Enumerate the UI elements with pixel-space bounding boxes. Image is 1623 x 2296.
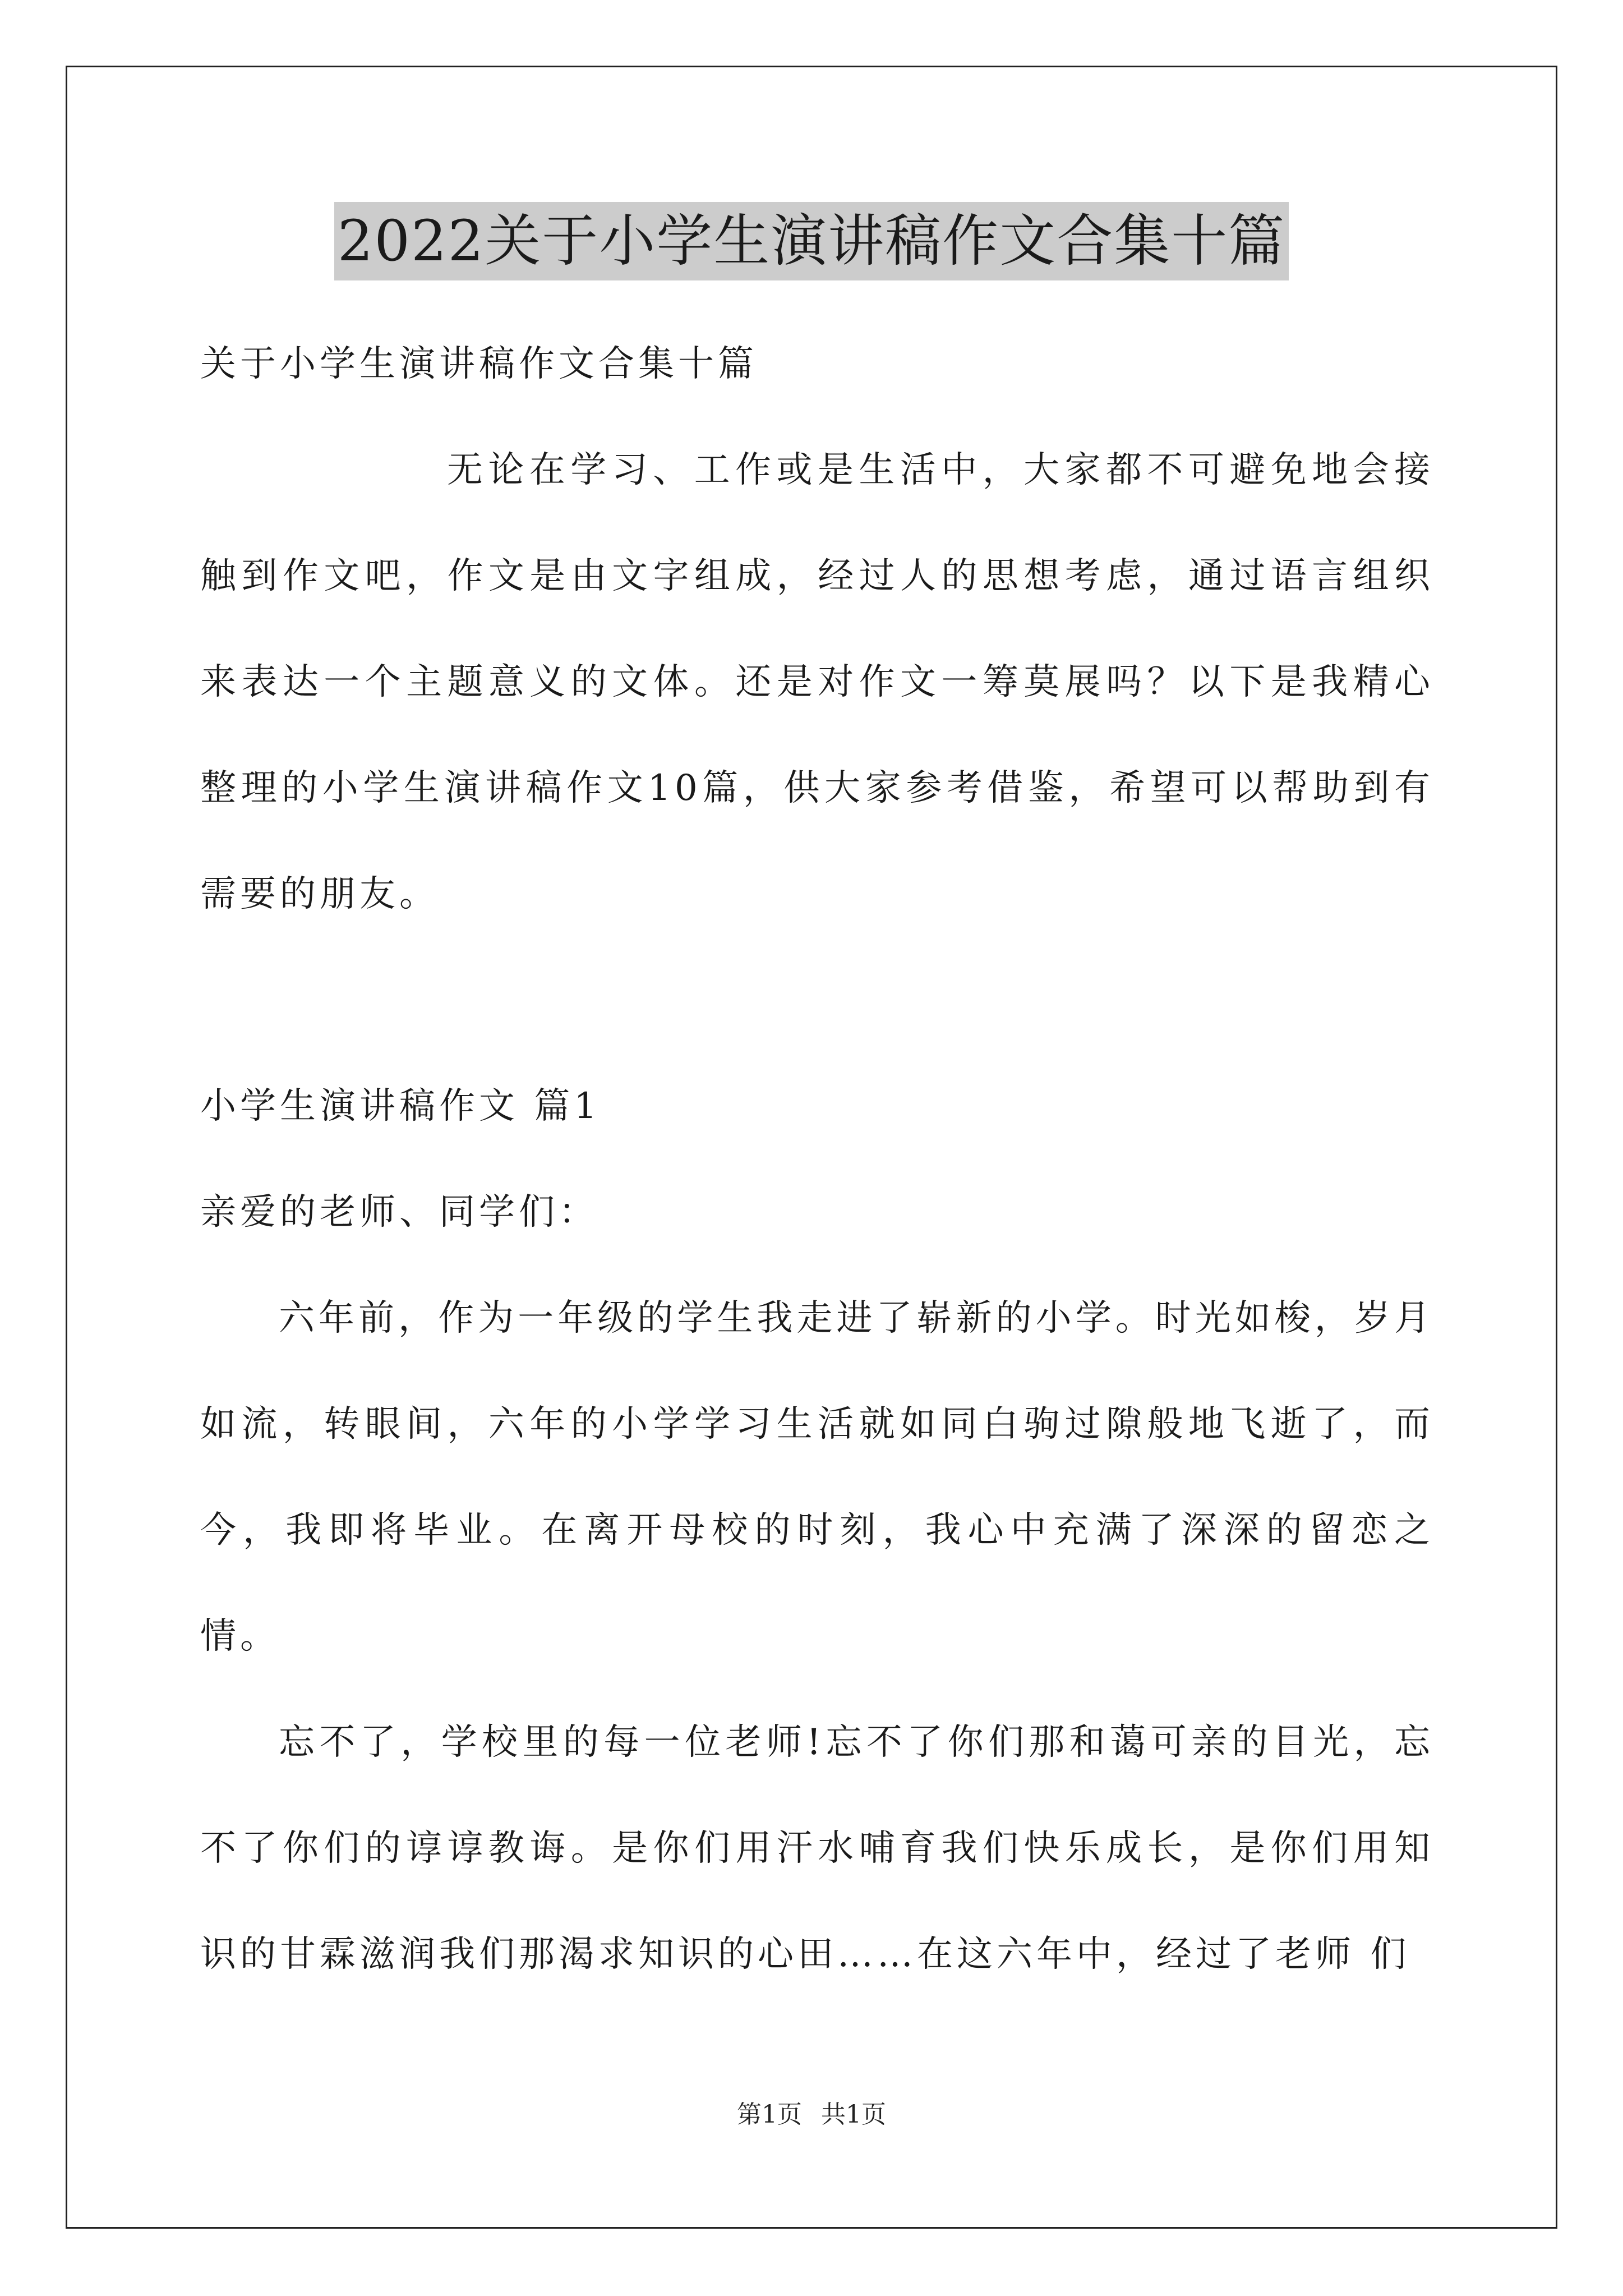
greeting-line: 亲爱的老师、同学们： xyxy=(200,1191,598,1233)
intro-paragraph: 无论在学习、工作或是生活中，大家都不可避免地会接触到作文吧，作文是由文字组成，经过人的思想考虑，通过语言组织来表达一个主题意义的文体。还是对作文一筹莫展吗？以下是我精心整理的小学生演讲稿作文10篇，供大家参考借鉴，希望可以帮助到有需要的朋友。 xyxy=(200,449,1434,915)
section-heading: 小学生演讲稿作文 篇1 xyxy=(200,1085,601,1127)
title-container xyxy=(0,202,1623,280)
body-paragraph: 忘不了，学校里的每一位老师!忘不了你们那和蔼可亲的目光，忘不了你们的谆谆教诲。是你们用汗水哺育我们快乐成长，是你们用知识的甘霖滋润我们那渴求知识的心田……在这六年中，经过了老师 们 xyxy=(200,1722,1434,1975)
paragraph-spacer xyxy=(200,947,1434,1053)
document-subtitle: 关于小学生演讲稿作文合集十篇 xyxy=(200,343,758,385)
page-footer xyxy=(0,2098,1623,2132)
document-body xyxy=(200,311,1434,2008)
document-title: 2022关于小学生演讲稿作文合集十篇 xyxy=(334,202,1289,280)
page-total: 共1页 xyxy=(821,2100,886,2129)
page-number: 第1页 xyxy=(737,2100,802,2129)
body-paragraph: 六年前，作为一年级的学生我走进了崭新的小学。时光如梭，岁月如流，转眼间，六年的小学学习生活就如同白驹过隙般地飞逝了，而今，我即将毕业。在离开母校的时刻，我心中充满了深深的留恋之情。 xyxy=(200,1297,1434,1657)
